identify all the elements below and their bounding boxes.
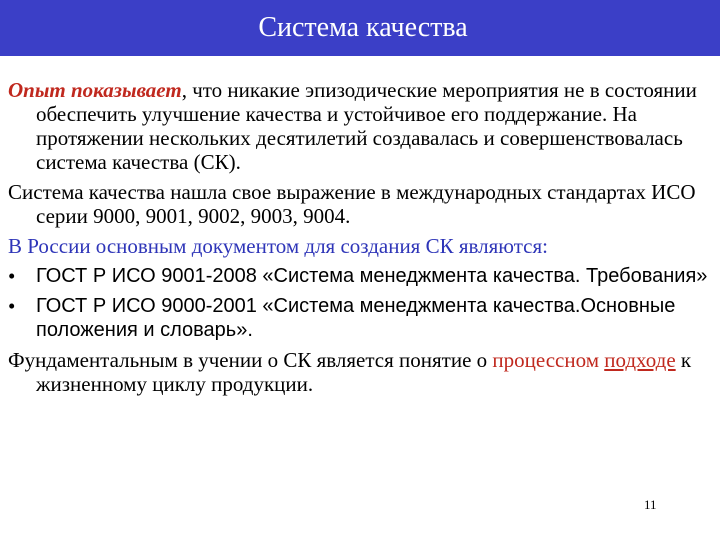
list-item (8, 264, 708, 288)
page-number: 11 (644, 497, 657, 512)
paragraph-text: Система качества нашла свое выражение в международных стандартах ИСО серии 9000, 9001, 9002, 9003, 9004. (8, 180, 696, 228)
paragraph-text: Фундаментальным в учении о СК является понятие о (8, 348, 493, 372)
paragraph-iso-standards (8, 180, 708, 228)
slide-content (8, 78, 708, 402)
highlight-process: процессном (492, 348, 599, 372)
list-item-text: ГОСТ Р ИСО 9001-2008 «Система менеджмента качества. Требования» (36, 265, 708, 287)
paragraph-process-approach (8, 348, 708, 396)
list-item-text: ГОСТ Р ИСО 9000-2001 «Система менеджмента качества.Основные положения и словарь». (36, 295, 676, 341)
emphasis-text: Опыт показывает (8, 78, 182, 102)
bullet-icon: • (8, 294, 16, 318)
paragraph-text: В России основным документом для создания СК являются: (8, 234, 548, 258)
bullet-icon: • (8, 264, 16, 288)
highlight-approach: подходе (604, 348, 676, 372)
paragraph-experience (8, 78, 708, 174)
slide-title: Система качества (258, 12, 468, 43)
paragraph-russia-documents (8, 234, 708, 258)
list-item (8, 294, 708, 342)
paragraph-text: к жизненному циклу продукции. (36, 348, 692, 396)
paragraph-text: , что никакие эпизодические мероприятия не в состоянии обеспечить улучшение качества и устойчивое его поддержание. На протяжении нескольких десятилетий создавалась и совершенствовалась система качества (СК). (36, 78, 697, 174)
title-bar (0, 0, 720, 56)
